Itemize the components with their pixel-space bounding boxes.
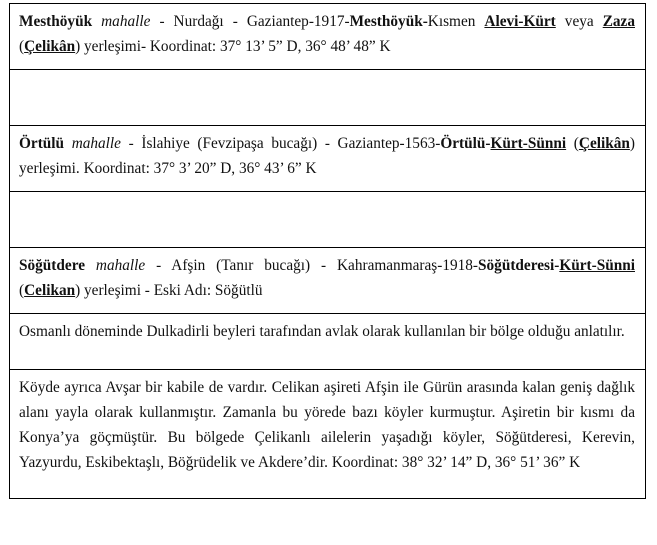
table-row — [10, 70, 646, 126]
entry-text: veya — [555, 13, 603, 30]
settlement-type: mahalle — [101, 13, 151, 30]
history-paragraph: Osmanlı döneminde Dulkadirli beyleri tarafından avlak olarak kullanılan bir bölge olduğu anlatılır. — [10, 314, 646, 370]
settlement-type: mahalle — [95, 257, 146, 274]
table-row — [10, 248, 646, 314]
tribe-name: Çelikân — [578, 135, 630, 152]
village-name: Söğütdere — [19, 257, 86, 274]
entry-sogutdere — [10, 248, 646, 314]
entry-text: ) yerleşimi. Koordinat: 37° 3’ 20” D, 36° 43’ 6” K — [19, 135, 635, 177]
tribe-name: Çelikân — [24, 38, 76, 55]
village-name-alt: Söğütderesi- — [478, 257, 560, 274]
village-entries-table — [9, 3, 646, 499]
village-name-alt: Mesthöyük- — [349, 13, 428, 30]
entry-text: ( — [19, 38, 25, 55]
entry-text: ( — [566, 135, 579, 152]
table-row — [10, 370, 646, 499]
entry-text: - Afşin (Tanır bucağı) - Kahramanmaraş-1918- — [145, 257, 479, 274]
ethnic-group: Alevi-Kürt — [484, 13, 556, 30]
ethnic-group: Kürt-Sünni — [559, 257, 635, 274]
entry-mesthoyuk — [10, 4, 646, 70]
village-name-alt: Örtülü- — [440, 135, 491, 152]
table-row — [10, 4, 646, 70]
village-name: Örtülü — [19, 135, 65, 152]
tribe-name: Celikan — [24, 282, 76, 299]
entry-text: - İslahiye (Fevzipaşa bucağı) - Gaziantep-1563- — [120, 135, 441, 152]
table-row — [10, 126, 646, 192]
village-name: Mesthöyük — [19, 13, 93, 30]
entry-ortulu — [10, 126, 646, 192]
entry-text: Kısmen — [427, 13, 485, 30]
empty-row — [10, 192, 646, 248]
entry-text: ) yerleşimi - Eski Adı: Söğütlü — [75, 282, 263, 299]
ethnic-group: Zaza — [602, 13, 635, 30]
entry-text: ) yerleşimi- Koordinat: 37° 13’ 5” D, 36° 48’ 48” K — [75, 38, 391, 55]
entry-text: - Nurdağı - Gaziantep-1917- — [150, 13, 350, 30]
tribe-paragraph: Köyde ayrıca Avşar bir kabile de vardır. Celikan aşireti Afşin ile Gürün arasında kalan geniş dağlık alanı yayla olarak kullanmıştır. Zamanla bu yörede bazı köyler kurmuştur. Aşiretin bir kısmı da Konya’ya göçmüştür. Bu bölgede Çelikanlı ailelerin yaşadığı köyler, Söğütderesi, Kerevin, Yazyurdu, Eskibektaşlı, Böğrüdelik ve Akdere’dir. Koordinat: 38° 32’ 14” D, 36° 51’ 36” K — [10, 370, 646, 499]
table-row — [10, 192, 646, 248]
entry-text: ( — [19, 282, 25, 299]
settlement-type: mahalle — [71, 135, 121, 152]
ethnic-group: Kürt-Sünni — [490, 135, 567, 152]
empty-row — [10, 70, 646, 126]
table-row — [10, 314, 646, 370]
